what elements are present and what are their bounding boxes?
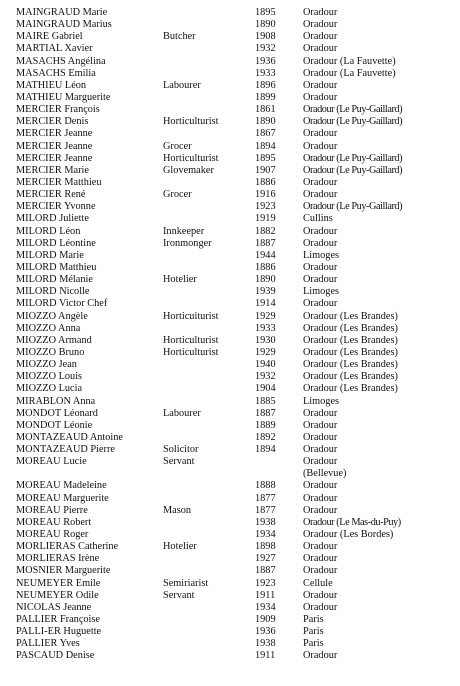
list-row (0, 31, 460, 43)
birth-year: 1892 (255, 431, 276, 443)
person-name: MOREAU Marguerite (16, 492, 109, 504)
list-row (0, 92, 460, 104)
person-name: MERCIER François (16, 104, 100, 116)
place: Oradour (303, 601, 338, 613)
person-name: MILORD Juliette (16, 213, 89, 225)
place: Oradour (La Fauvette) (303, 67, 396, 79)
person-name: MASACHS Angélina (16, 55, 106, 67)
list-row (0, 505, 460, 517)
place: Oradour (303, 7, 338, 18)
birth-year: 1877 (255, 504, 276, 516)
place: Oradour (Les Brandes) (303, 359, 398, 371)
person-name: MOREAU Madeleine (16, 480, 107, 492)
list-row (0, 201, 460, 213)
list-row (0, 141, 460, 153)
person-name: MAIRE Gabriel (16, 31, 83, 43)
birth-year: 1889 (255, 419, 276, 431)
birth-year: 1911 (255, 650, 276, 662)
birth-year: 1936 (255, 55, 276, 67)
birth-year: 1890 (255, 274, 276, 286)
list-row (0, 396, 460, 408)
occupation: Labourer (163, 407, 201, 419)
birth-year: 1894 (255, 140, 276, 152)
person-name: MIOZZO Armand (16, 334, 92, 346)
birth-year: 1895 (255, 152, 276, 164)
place: Oradour (303, 407, 338, 419)
person-name: MIOZZO Louis (16, 371, 83, 383)
place: Oradour (Le Puy-Gaillard) (303, 116, 403, 128)
place: Oradour (Les Brandes) (303, 334, 398, 346)
list-row (0, 420, 460, 432)
occupation: Horticulturist (163, 152, 219, 164)
person-name: MILORD Victor Chef (16, 298, 108, 310)
birth-year: 1887 (255, 565, 276, 577)
birth-year: 1944 (255, 249, 276, 261)
list-row (0, 602, 460, 614)
casualty-list (0, 7, 460, 663)
person-name: MIOZZO Angèle (16, 310, 88, 322)
person-name: MONDOT Léonard (16, 407, 98, 419)
list-row (0, 480, 460, 492)
place: Oradour (303, 79, 338, 91)
place: Paris (303, 638, 324, 650)
place: Oradour (303, 492, 338, 504)
list-row (0, 323, 460, 335)
person-name: MOREAU Robert (16, 516, 92, 528)
list-row (0, 565, 460, 577)
occupation: Horticulturist (163, 334, 219, 346)
list-row (0, 19, 460, 31)
person-name: MILORD Marie (16, 249, 84, 261)
place: Oradour (303, 553, 338, 565)
person-name: MASACHS Emilia (16, 67, 96, 79)
place: (Bellevue) (303, 468, 347, 480)
list-row (0, 371, 460, 383)
birth-year: 1898 (255, 541, 276, 553)
birth-year: 1929 (255, 346, 276, 358)
birth-year: 1940 (255, 359, 276, 371)
list-row (0, 468, 460, 480)
occupation: Horticulturist (163, 116, 219, 128)
place: Oradour (303, 225, 338, 237)
birth-year: 1888 (255, 480, 276, 492)
occupation: Mason (163, 504, 192, 516)
list-row (0, 359, 460, 371)
birth-year: 1899 (255, 91, 276, 103)
place: Oradour (Les Brandes) (303, 383, 398, 395)
person-name: MERCIER Yvonne (16, 201, 96, 213)
place: Cullins (303, 213, 333, 225)
birth-year: 1938 (255, 516, 276, 528)
list-row (0, 638, 460, 650)
place: Oradour (Les Brandes) (303, 346, 398, 358)
person-name: MATHIEU Marguerite (16, 91, 111, 103)
place: Oradour (Les Bordes) (303, 529, 394, 541)
occupation: Labourer (163, 79, 201, 91)
place: Oradour (303, 456, 338, 468)
person-name: MORLIERAS Irène (16, 553, 100, 565)
occupation: Butcher (163, 31, 196, 43)
list-row (0, 456, 460, 468)
list-row (0, 408, 460, 420)
place: Oradour (303, 128, 338, 140)
place: Oradour (Le Puy-Gaillard) (303, 164, 403, 176)
person-name: MERCIER René (16, 189, 86, 201)
list-row (0, 274, 460, 286)
person-name: MILORD Nicolle (16, 286, 90, 298)
list-row (0, 56, 460, 68)
birth-year: 1894 (255, 444, 276, 456)
list-row (0, 7, 460, 19)
person-name: MONDOT Léonie (16, 419, 93, 431)
birth-year: 1936 (255, 626, 276, 638)
person-name: MIOZZO Lucia (16, 383, 83, 395)
person-name: MERCIER Jeanne (16, 152, 93, 164)
list-row (0, 238, 460, 250)
person-name: MIRABLON Anna (16, 395, 96, 407)
place: Oradour (Les Brandes) (303, 310, 398, 322)
birth-year: 1885 (255, 395, 276, 407)
birth-year: 1887 (255, 237, 276, 249)
list-row (0, 614, 460, 626)
person-name: MERCIER Jeanne (16, 128, 93, 140)
place: Limoges (303, 395, 340, 407)
list-row (0, 286, 460, 298)
person-name: MERCIER Jeanne (16, 140, 93, 152)
birth-year: 1919 (255, 213, 276, 225)
list-row (0, 590, 460, 602)
birth-year: 1882 (255, 225, 276, 237)
place: Oradour (303, 274, 338, 286)
occupation: Ironmonger (163, 237, 212, 249)
birth-year: 1887 (255, 407, 276, 419)
person-name: PALLI-ER Huguette (16, 626, 102, 638)
place: Oradour (303, 431, 338, 443)
person-name: MIOZZO Jean (16, 359, 77, 371)
occupation: Hotelier (163, 541, 197, 553)
birth-year: 1932 (255, 371, 276, 383)
list-row (0, 493, 460, 505)
person-name: PASCAUD Denise (16, 650, 95, 662)
place: Oradour (303, 31, 338, 43)
birth-year: 1939 (255, 286, 276, 298)
place: Oradour (Les Brandes) (303, 322, 398, 334)
place: Oradour (303, 480, 338, 492)
birth-year: 1877 (255, 492, 276, 504)
birth-year: 1867 (255, 128, 276, 140)
birth-year: 1930 (255, 334, 276, 346)
list-row (0, 444, 460, 456)
birth-year: 1896 (255, 79, 276, 91)
occupation: Solicitor (163, 444, 199, 456)
person-name: PALLIER Françoise (16, 614, 100, 626)
list-row (0, 104, 460, 116)
birth-year: 1933 (255, 67, 276, 79)
list-row (0, 80, 460, 92)
place: Oradour (303, 140, 338, 152)
birth-year: 1934 (255, 601, 276, 613)
list-row (0, 432, 460, 444)
list-row (0, 298, 460, 310)
birth-year: 1890 (255, 19, 276, 31)
place: Paris (303, 614, 324, 626)
list-row (0, 347, 460, 359)
list-row (0, 128, 460, 140)
list-row (0, 578, 460, 590)
list-row (0, 165, 460, 177)
occupation: Grocer (163, 140, 192, 152)
person-name: NEUMEYER Odile (16, 589, 99, 601)
place: Oradour (303, 43, 338, 55)
place: Oradour (303, 504, 338, 516)
place: Oradour (303, 444, 338, 456)
place: Oradour (Le Puy-Gaillard) (303, 152, 403, 164)
occupation: Grocer (163, 189, 192, 201)
place: Oradour (La Fauvette) (303, 55, 396, 67)
place: Cellule (303, 577, 333, 589)
occupation: Servant (163, 589, 195, 601)
list-row (0, 177, 460, 189)
birth-year: 1895 (255, 7, 276, 18)
birth-year: 1923 (255, 201, 276, 213)
occupation: Glovemaker (163, 164, 214, 176)
person-name: PALLIER Yves (16, 638, 80, 650)
place: Oradour (303, 298, 338, 310)
person-name: MILORD Léontine (16, 237, 96, 249)
place: Oradour (Le Puy-Gaillard) (303, 104, 403, 116)
birth-year: 1890 (255, 116, 276, 128)
place: Oradour (Les Brandes) (303, 371, 398, 383)
birth-year: 1916 (255, 189, 276, 201)
birth-year: 1923 (255, 577, 276, 589)
person-name: MIOZZO Bruno (16, 346, 85, 358)
birth-year: 1938 (255, 638, 276, 650)
place: Oradour (303, 189, 338, 201)
list-row (0, 68, 460, 80)
person-name: MORLIERAS Catherine (16, 541, 119, 553)
place: Oradour (303, 565, 338, 577)
list-row (0, 517, 460, 529)
birth-year: 1927 (255, 553, 276, 565)
occupation: Hotelier (163, 274, 197, 286)
list-row (0, 262, 460, 274)
birth-year: 1886 (255, 261, 276, 273)
occupation: Innkeeper (163, 225, 205, 237)
person-name: MILORD Matthieu (16, 261, 97, 273)
list-row (0, 529, 460, 541)
place: Oradour (Le Puy-Gaillard) (303, 201, 403, 213)
birth-year: 1932 (255, 43, 276, 55)
birth-year: 1933 (255, 322, 276, 334)
place: Oradour (303, 419, 338, 431)
person-name: MERCIER Denis (16, 116, 89, 128)
birth-year: 1886 (255, 176, 276, 188)
list-row (0, 541, 460, 553)
birth-year: 1904 (255, 383, 276, 395)
person-name: NEUMEYER Emile (16, 577, 101, 589)
person-name: MATHIEU Léon (16, 79, 87, 91)
place: Oradour (303, 237, 338, 249)
birth-year: 1934 (255, 529, 276, 541)
place: Paris (303, 626, 324, 638)
person-name: MERCIER Marie (16, 164, 89, 176)
place: Oradour (303, 261, 338, 273)
list-row (0, 311, 460, 323)
place: Oradour (Le Mas-du-Puy) (303, 516, 401, 528)
person-name: MONTAZEAUD Antoine (16, 431, 123, 443)
occupation: Semiriarist (163, 577, 209, 589)
place: Oradour (303, 176, 338, 188)
list-row (0, 383, 460, 395)
person-name: MOREAU Lucie (16, 456, 87, 468)
person-name: MONTAZEAUD Pierre (16, 444, 115, 456)
birth-year: 1908 (255, 31, 276, 43)
person-name: MAINGRAUD Marius (16, 19, 112, 31)
place: Limoges (303, 286, 340, 298)
list-row (0, 153, 460, 165)
birth-year: 1861 (255, 104, 276, 116)
birth-year: 1907 (255, 164, 276, 176)
place: Oradour (303, 19, 338, 31)
person-name: MILORD Mélanie (16, 274, 93, 286)
list-row (0, 553, 460, 565)
place: Oradour (303, 541, 338, 553)
place: Oradour (303, 91, 338, 103)
birth-year: 1929 (255, 310, 276, 322)
person-name: MERCIER Matthieu (16, 176, 102, 188)
list-row (0, 650, 460, 662)
occupation: Servant (163, 456, 195, 468)
person-name: MARTIAL Xavier (16, 43, 93, 55)
occupation: Horticulturist (163, 346, 219, 358)
list-row (0, 226, 460, 238)
place: Oradour (303, 589, 338, 601)
birth-year: 1914 (255, 298, 276, 310)
list-row (0, 250, 460, 262)
person-name: MOREAU Roger (16, 529, 89, 541)
person-name: MOREAU Pierre (16, 504, 88, 516)
person-name: MAINGRAUD Marie (16, 7, 108, 18)
birth-year: 1909 (255, 614, 276, 626)
birth-year: 1911 (255, 589, 276, 601)
occupation: Horticuiturist (163, 310, 219, 322)
list-row (0, 626, 460, 638)
list-row (0, 43, 460, 55)
person-name: NICOLAS Jeanne (16, 601, 92, 613)
person-name: MOSNIER Marguerite (16, 565, 111, 577)
list-row (0, 335, 460, 347)
list-row (0, 213, 460, 225)
person-name: MIOZZO Anna (16, 322, 81, 334)
list-row (0, 116, 460, 128)
place: Limoges (303, 249, 340, 261)
person-name: MILORD Léon (16, 225, 81, 237)
list-row (0, 189, 460, 201)
place: Oradour (303, 650, 338, 662)
